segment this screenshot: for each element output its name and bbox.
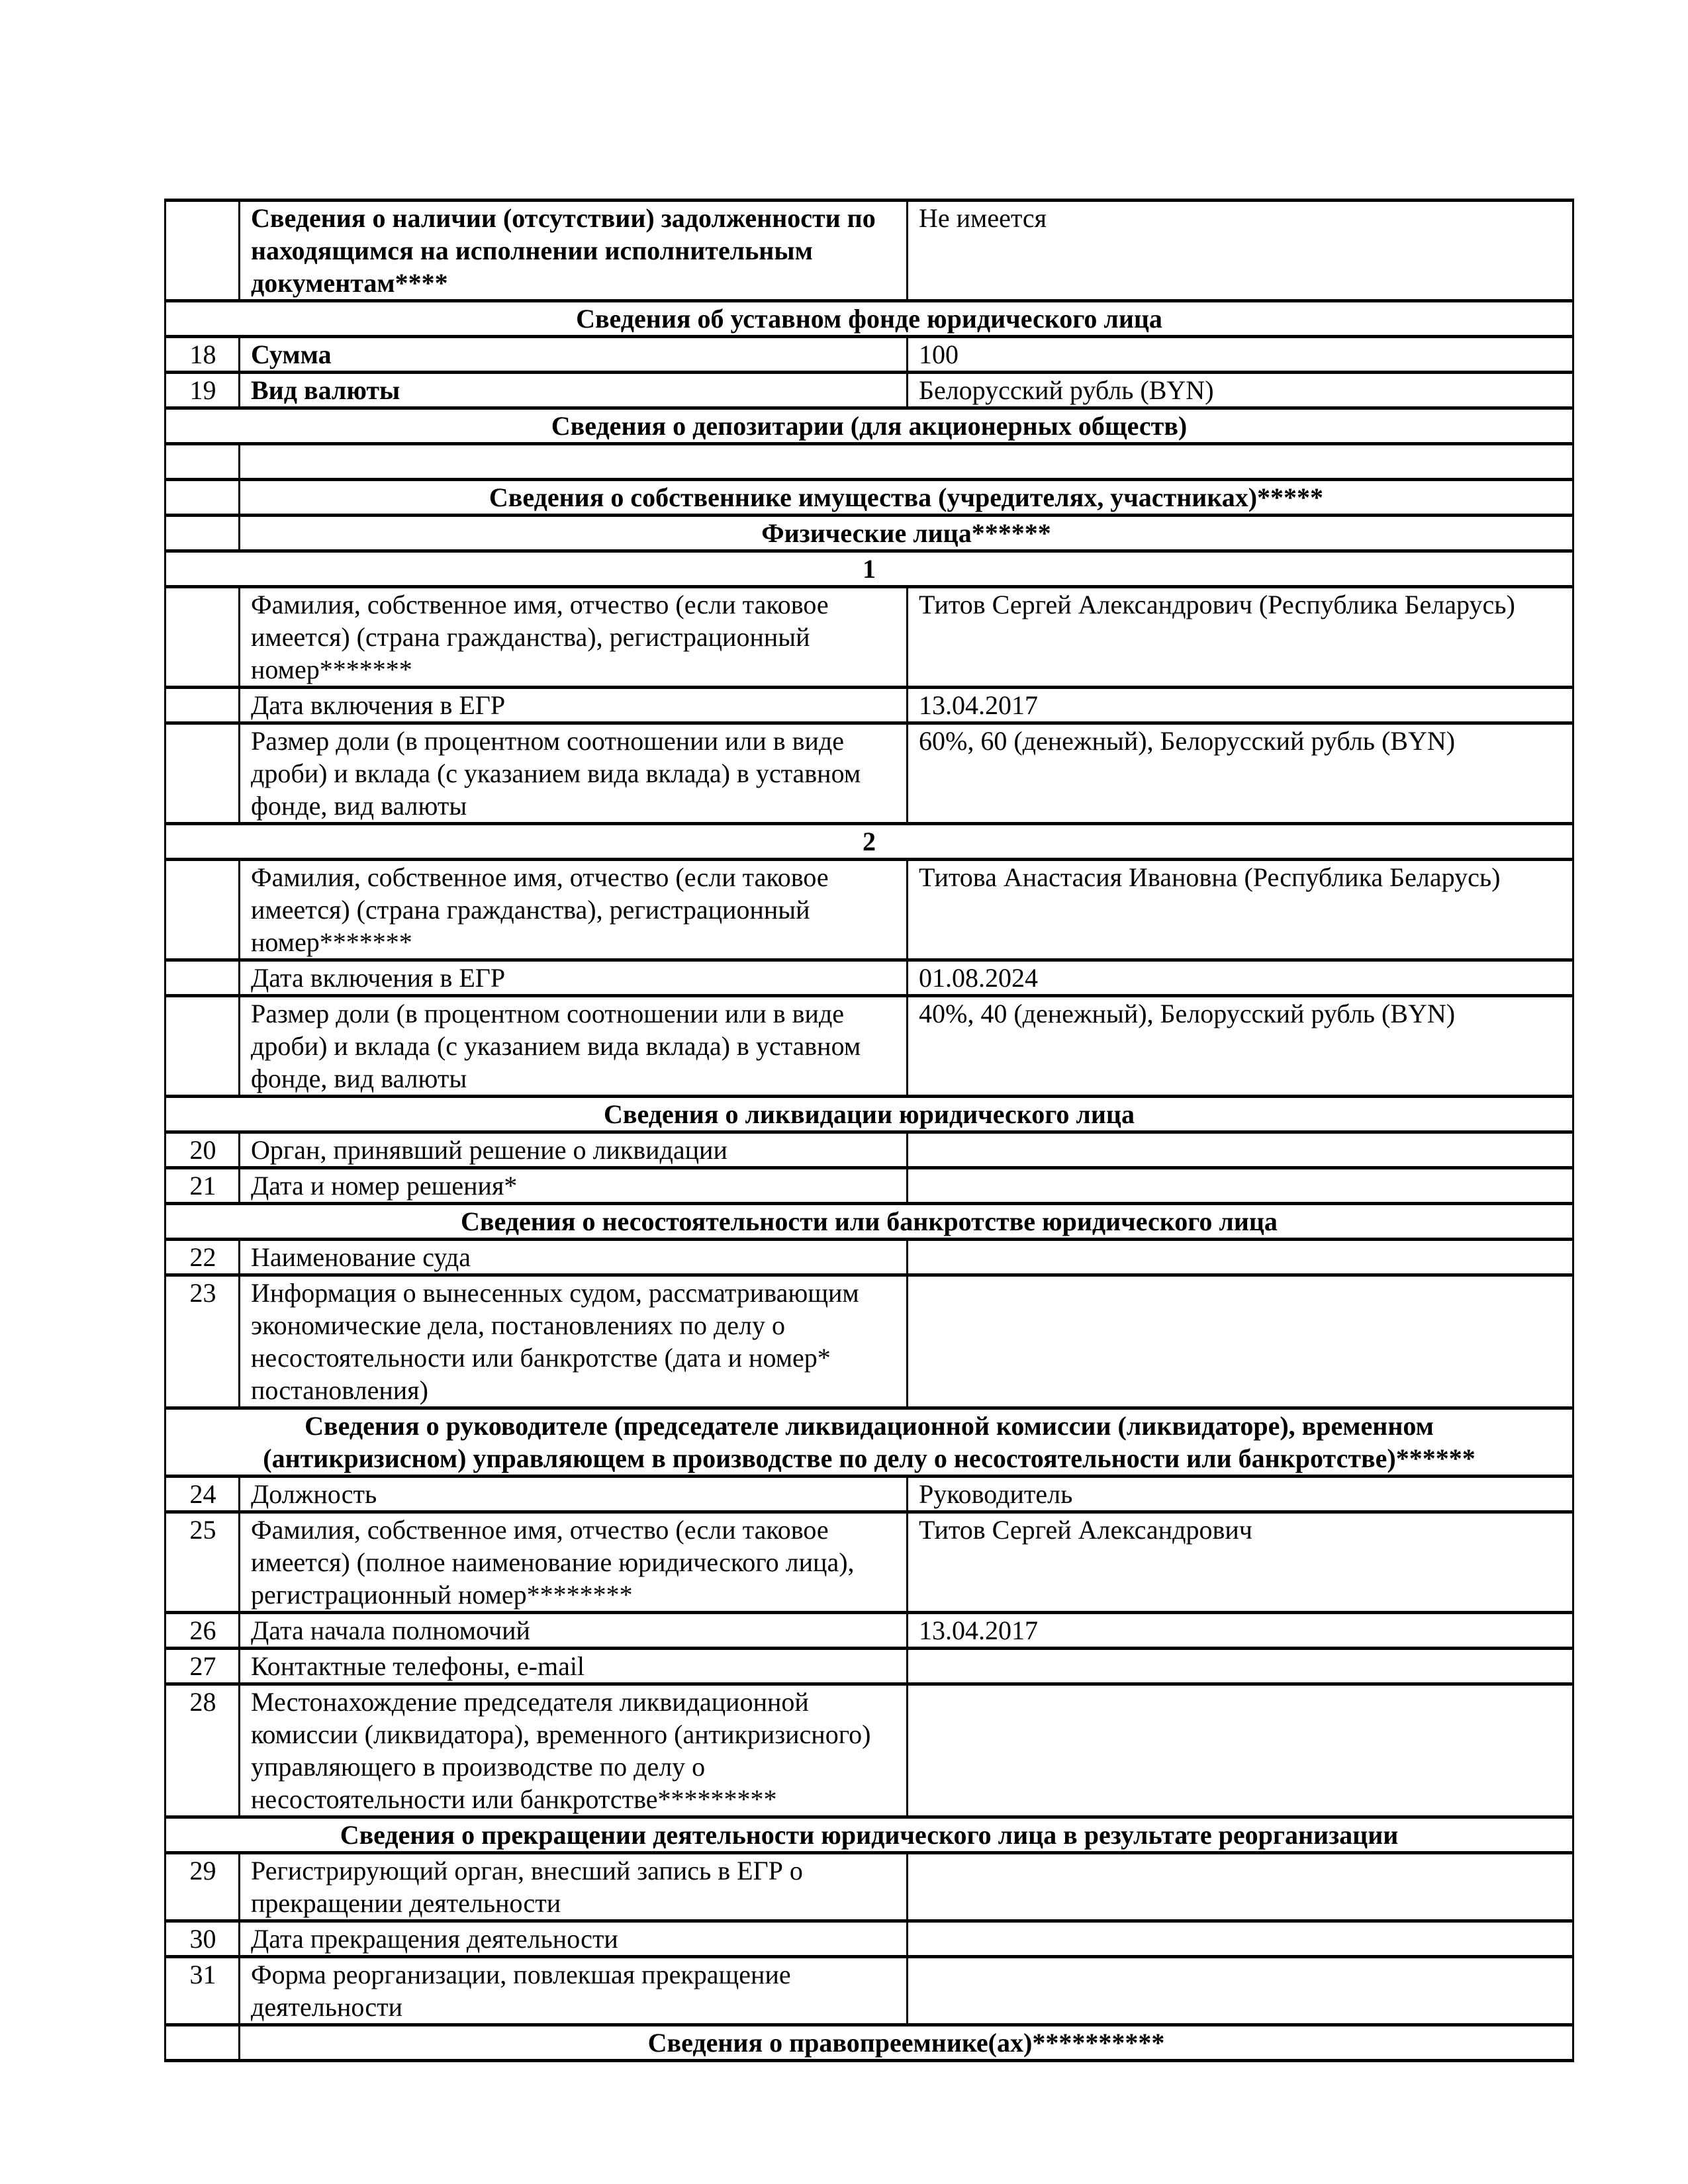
field-value: 40%, 40 (денежный), Белорусский рубль (BYN) xyxy=(908,996,1573,1097)
table-row xyxy=(165,996,1573,1097)
section-header-row xyxy=(165,824,1573,860)
row-number-cell xyxy=(165,444,240,480)
field-label: Размер доли (в процентном соотношении или в виде дроби) и вклада (с указанием вида вклада) в уставном фонде, вид валюты xyxy=(240,723,908,824)
section-header xyxy=(240,444,1573,480)
row-number-cell xyxy=(165,2025,240,2061)
section-header-row xyxy=(165,408,1573,444)
row-number-cell: 20 xyxy=(165,1132,240,1168)
row-number-cell: 24 xyxy=(165,1477,240,1512)
field-value: Титова Анастасия Ивановна (Республика Беларусь) xyxy=(908,860,1573,960)
field-value: Белорусский рубль (BYN) xyxy=(908,373,1573,408)
row-number-cell: 22 xyxy=(165,1240,240,1275)
section-header: Сведения о несостоятельности или банкротстве юридического лица xyxy=(165,1204,1573,1240)
section-header: Физические лица****** xyxy=(240,516,1573,551)
section-header: 1 xyxy=(165,551,1573,587)
field-value: 60%, 60 (денежный), Белорусский рубль (BYN) xyxy=(908,723,1573,824)
table-row xyxy=(165,1684,1573,1817)
field-label: Фамилия, собственное имя, отчество (если таковое имеется) (страна гражданства), регистрационный номер******* xyxy=(240,587,908,688)
row-number-cell: 29 xyxy=(165,1853,240,1921)
table-row xyxy=(165,1240,1573,1275)
row-number-cell: 23 xyxy=(165,1275,240,1408)
field-value xyxy=(908,1921,1573,1957)
table-row xyxy=(165,1275,1573,1408)
field-label: Фамилия, собственное имя, отчество (если таковое имеется) (страна гражданства), регистрационный номер******* xyxy=(240,860,908,960)
row-number-cell: 25 xyxy=(165,1512,240,1613)
section-header-row xyxy=(165,551,1573,587)
field-label: Орган, принявший решение о ликвидации xyxy=(240,1132,908,1168)
table-row xyxy=(165,587,1573,688)
table-row xyxy=(165,1168,1573,1204)
field-value xyxy=(908,1168,1573,1204)
field-label: Сумма xyxy=(240,337,908,373)
row-number-cell xyxy=(165,688,240,723)
row-number-cell: 18 xyxy=(165,337,240,373)
section-header-row xyxy=(165,1817,1573,1853)
field-value xyxy=(908,1649,1573,1684)
row-number-cell: 30 xyxy=(165,1921,240,1957)
table-row xyxy=(165,960,1573,996)
section-header: Сведения о собственнике имущества (учредителях, участниках)***** xyxy=(240,480,1573,516)
row-number-cell: 28 xyxy=(165,1684,240,1817)
field-label: Дата включения в ЕГР xyxy=(240,688,908,723)
field-value: Титов Сергей Александрович xyxy=(908,1512,1573,1613)
row-number-cell xyxy=(165,516,240,551)
table-row xyxy=(165,1132,1573,1168)
section-header: Сведения о руководителе (председателе ликвидационной комиссии (ликвидаторе), временном (антикризисном) управляющем в производстве по делу о несостоятельности или банкротстве)****** xyxy=(165,1408,1573,1477)
section-header-row xyxy=(165,1408,1573,1477)
section-header-row xyxy=(165,444,1573,480)
table-row xyxy=(165,1477,1573,1512)
table-row xyxy=(165,373,1573,408)
row-number-cell xyxy=(165,480,240,516)
row-number-cell xyxy=(165,960,240,996)
section-header: Сведения о прекращении деятельности юридического лица в результате реорганизации xyxy=(165,1817,1573,1853)
field-value: Не имеется xyxy=(908,201,1573,301)
field-value xyxy=(908,1684,1573,1817)
table-row xyxy=(165,1921,1573,1957)
row-number-cell: 31 xyxy=(165,1957,240,2025)
row-number-cell: 27 xyxy=(165,1649,240,1684)
field-value xyxy=(908,1275,1573,1408)
row-number-cell xyxy=(165,201,240,301)
section-header-row xyxy=(165,516,1573,551)
row-number-cell xyxy=(165,587,240,688)
row-number-cell xyxy=(165,723,240,824)
field-value xyxy=(908,1853,1573,1921)
field-label: Размер доли (в процентном соотношении или в виде дроби) и вклада (с указанием вида вклада) в уставном фонде, вид валюты xyxy=(240,996,908,1097)
field-label: Вид валюты xyxy=(240,373,908,408)
section-header: Сведения о ликвидации юридического лица xyxy=(165,1097,1573,1132)
table-row xyxy=(165,201,1573,301)
section-header-row xyxy=(165,1204,1573,1240)
row-number-cell: 26 xyxy=(165,1613,240,1649)
field-label: Контактные телефоны, e-mail xyxy=(240,1649,908,1684)
section-header: Сведения о правопреемнике(ах)********** xyxy=(240,2025,1573,2061)
field-value: Титов Сергей Александрович (Республика Беларусь) xyxy=(908,587,1573,688)
row-number-cell xyxy=(165,996,240,1097)
table-row xyxy=(165,1957,1573,2025)
egr-table-body xyxy=(165,201,1573,2061)
field-label: Дата и номер решения* xyxy=(240,1168,908,1204)
section-header-row xyxy=(165,2025,1573,2061)
table-row xyxy=(165,688,1573,723)
field-value: 100 xyxy=(908,337,1573,373)
field-value xyxy=(908,1957,1573,2025)
section-header-row xyxy=(165,301,1573,337)
field-label: Дата начала полномочий xyxy=(240,1613,908,1649)
row-number-cell: 21 xyxy=(165,1168,240,1204)
field-label: Дата включения в ЕГР xyxy=(240,960,908,996)
section-header-row xyxy=(165,1097,1573,1132)
table-row xyxy=(165,1649,1573,1684)
field-value xyxy=(908,1240,1573,1275)
table-row xyxy=(165,723,1573,824)
field-label: Должность xyxy=(240,1477,908,1512)
field-value xyxy=(908,1132,1573,1168)
field-label: Сведения о наличии (отсутствии) задолженности по находящимся на исполнении исполнительным документам**** xyxy=(240,201,908,301)
table-row xyxy=(165,337,1573,373)
section-header: Сведения об уставном фонде юридического лица xyxy=(165,301,1573,337)
field-label: Наименование суда xyxy=(240,1240,908,1275)
field-label: Местонахождение председателя ликвидационной комиссии (ликвидатора), временного (антикризисного) управляющего в производстве по делу о несостоятельности или банкротстве********* xyxy=(240,1684,908,1817)
field-label: Дата прекращения деятельности xyxy=(240,1921,908,1957)
table-row xyxy=(165,1853,1573,1921)
field-label: Фамилия, собственное имя, отчество (если таковое имеется) (полное наименование юридического лица), регистрационный номер******** xyxy=(240,1512,908,1613)
field-value: 13.04.2017 xyxy=(908,688,1573,723)
field-label: Регистрирующий орган, внесший запись в ЕГР о прекращении деятельности xyxy=(240,1853,908,1921)
field-label: Форма реорганизации, повлекшая прекращение деятельности xyxy=(240,1957,908,2025)
field-value: 13.04.2017 xyxy=(908,1613,1573,1649)
table-row xyxy=(165,1512,1573,1613)
row-number-cell: 19 xyxy=(165,373,240,408)
egr-extract-table xyxy=(164,199,1574,2062)
field-value: Руководитель xyxy=(908,1477,1573,1512)
table-row xyxy=(165,860,1573,960)
field-label: Информация о вынесенных судом, рассматривающим экономические дела, постановлениях по делу о несостоятельности или банкротстве (дата и номер* постановления) xyxy=(240,1275,908,1408)
section-header: 2 xyxy=(165,824,1573,860)
row-number-cell xyxy=(165,860,240,960)
table-row xyxy=(165,1613,1573,1649)
section-header: Сведения о депозитарии (для акционерных обществ) xyxy=(165,408,1573,444)
section-header-row xyxy=(165,480,1573,516)
field-value: 01.08.2024 xyxy=(908,960,1573,996)
